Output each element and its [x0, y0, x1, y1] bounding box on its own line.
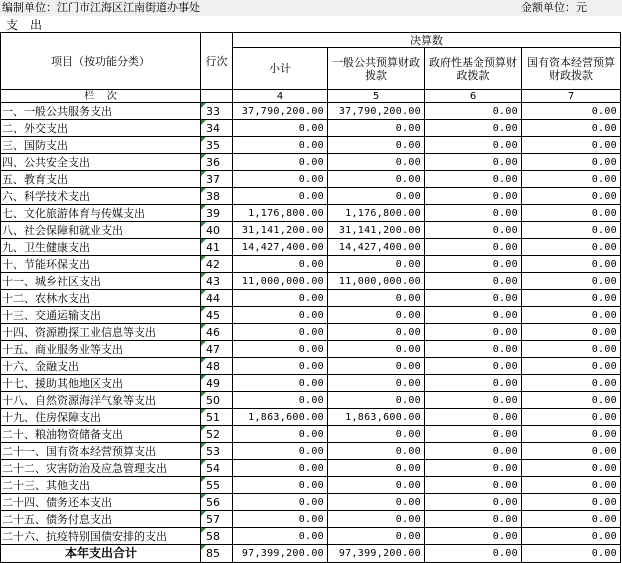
- table-row: [1, 341, 621, 358]
- row-name: 十九、住房保障支出: [1, 409, 201, 426]
- table-row: [1, 392, 621, 409]
- row-state-capital: 0.00: [522, 171, 621, 188]
- row-subtotal: 0.00: [233, 392, 328, 409]
- row-state-capital: 0.00: [522, 239, 621, 256]
- row-state-capital: 0.00: [522, 511, 621, 528]
- total-state-capital: 0.00: [522, 545, 621, 563]
- row-general-budget: 0.00: [328, 154, 425, 171]
- row-line-no: 36: [201, 154, 233, 171]
- row-name: 八、社会保障和就业支出: [1, 222, 201, 239]
- index-col-5: 5: [328, 90, 425, 103]
- row-general-budget: 14,427,400.00: [328, 239, 425, 256]
- row-general-budget: 1,863,600.00: [328, 409, 425, 426]
- row-line-no: 42: [201, 256, 233, 273]
- row-general-budget: 0.00: [328, 188, 425, 205]
- row-line-no: 57: [201, 511, 233, 528]
- row-gov-fund: 0.00: [425, 171, 522, 188]
- row-line-no: 49: [201, 375, 233, 392]
- table-row: [1, 511, 621, 528]
- header-subtotal: 小计: [233, 48, 328, 90]
- row-subtotal: 14,427,400.00: [233, 239, 328, 256]
- total-line-no: 85: [201, 545, 233, 563]
- row-name: 七、文化旅游体育与传媒支出: [1, 205, 201, 222]
- row-name: 十四、资源勘探工业信息等支出: [1, 324, 201, 341]
- row-general-budget: 0.00: [328, 137, 425, 154]
- header-state-capital: 国有资本经营预算财政拨款: [522, 48, 621, 90]
- table-row: [1, 477, 621, 494]
- row-subtotal: 0.00: [233, 358, 328, 375]
- row-state-capital: 0.00: [522, 528, 621, 545]
- row-line-no: 43: [201, 273, 233, 290]
- row-gov-fund: 0.00: [425, 154, 522, 171]
- row-state-capital: 0.00: [522, 460, 621, 477]
- row-subtotal: 0.00: [233, 460, 328, 477]
- row-gov-fund: 0.00: [425, 188, 522, 205]
- row-gov-fund: 0.00: [425, 528, 522, 545]
- row-state-capital: 0.00: [522, 205, 621, 222]
- index-col-7: 7: [522, 90, 621, 103]
- row-name: 五、教育支出: [1, 171, 201, 188]
- row-gov-fund: 0.00: [425, 511, 522, 528]
- row-general-budget: 0.00: [328, 341, 425, 358]
- row-subtotal: 0.00: [233, 290, 328, 307]
- row-subtotal: 0.00: [233, 171, 328, 188]
- row-general-budget: 0.00: [328, 443, 425, 460]
- row-name: 十一、城乡社区支出: [1, 273, 201, 290]
- row-general-budget: 31,141,200.00: [328, 222, 425, 239]
- row-line-no: 51: [201, 409, 233, 426]
- table-row: [1, 273, 621, 290]
- row-state-capital: 0.00: [522, 426, 621, 443]
- row-general-budget: 0.00: [328, 494, 425, 511]
- row-line-no: 58: [201, 528, 233, 545]
- row-general-budget: 37,790,200.00: [328, 103, 425, 120]
- row-gov-fund: 0.00: [425, 256, 522, 273]
- row-gov-fund: 0.00: [425, 120, 522, 137]
- row-line-no: 52: [201, 426, 233, 443]
- row-gov-fund: 0.00: [425, 222, 522, 239]
- row-general-budget: 0.00: [328, 120, 425, 137]
- row-name: 二十、粮油物资储备支出: [1, 426, 201, 443]
- table-row: [1, 205, 621, 222]
- currency-unit: 金额单位：元: [521, 1, 587, 14]
- row-line-no: 44: [201, 290, 233, 307]
- table-row: [1, 120, 621, 137]
- row-name: 十、节能环保支出: [1, 256, 201, 273]
- row-general-budget: 0.00: [328, 375, 425, 392]
- row-name: 二十二、灾害防治及应急管理支出: [1, 460, 201, 477]
- table-row: [1, 290, 621, 307]
- row-state-capital: 0.00: [522, 409, 621, 426]
- row-name: 二十四、债务还本支出: [1, 494, 201, 511]
- row-general-budget: 1,176,800.00: [328, 205, 425, 222]
- row-name: 六、科学技术支出: [1, 188, 201, 205]
- row-state-capital: 0.00: [522, 375, 621, 392]
- row-gov-fund: 0.00: [425, 443, 522, 460]
- row-subtotal: 0.00: [233, 256, 328, 273]
- row-gov-fund: 0.00: [425, 341, 522, 358]
- row-subtotal: 0.00: [233, 443, 328, 460]
- table-row: [1, 239, 621, 256]
- row-general-budget: 0.00: [328, 528, 425, 545]
- row-line-no: 40: [201, 222, 233, 239]
- row-subtotal: 0.00: [233, 188, 328, 205]
- row-name: 十二、农林水支出: [1, 290, 201, 307]
- row-general-budget: 11,000,000.00: [328, 273, 425, 290]
- row-general-budget: 0.00: [328, 171, 425, 188]
- row-state-capital: 0.00: [522, 477, 621, 494]
- row-name: 四、公共安全支出: [1, 154, 201, 171]
- row-state-capital: 0.00: [522, 256, 621, 273]
- table-row: [1, 409, 621, 426]
- table-row: [1, 171, 621, 188]
- row-gov-fund: 0.00: [425, 103, 522, 120]
- row-general-budget: 0.00: [328, 307, 425, 324]
- index-col-6: 6: [425, 90, 522, 103]
- row-general-budget: 0.00: [328, 477, 425, 494]
- total-subtotal: 97,399,200.00: [233, 545, 328, 563]
- row-line-no: 48: [201, 358, 233, 375]
- row-line-no: 46: [201, 324, 233, 341]
- row-line-no: 38: [201, 188, 233, 205]
- table-row: [1, 375, 621, 392]
- row-subtotal: 11,000,000.00: [233, 273, 328, 290]
- row-line-no: 33: [201, 103, 233, 120]
- row-line-no: 45: [201, 307, 233, 324]
- row-subtotal: 0.00: [233, 511, 328, 528]
- row-general-budget: 0.00: [328, 256, 425, 273]
- index-label: 栏 次: [1, 90, 201, 103]
- row-line-no: 55: [201, 477, 233, 494]
- row-gov-fund: 0.00: [425, 273, 522, 290]
- row-gov-fund: 0.00: [425, 477, 522, 494]
- table-row: [1, 137, 621, 154]
- row-subtotal: 0.00: [233, 426, 328, 443]
- row-name: 十五、商业服务业等支出: [1, 341, 201, 358]
- row-gov-fund: 0.00: [425, 375, 522, 392]
- row-subtotal: 0.00: [233, 307, 328, 324]
- total-gov-fund: 0.00: [425, 545, 522, 563]
- table-row: [1, 222, 621, 239]
- row-state-capital: 0.00: [522, 494, 621, 511]
- row-state-capital: 0.00: [522, 392, 621, 409]
- section-title: 支出: [6, 18, 55, 32]
- row-general-budget: 0.00: [328, 426, 425, 443]
- row-line-no: 50: [201, 392, 233, 409]
- row-gov-fund: 0.00: [425, 358, 522, 375]
- row-subtotal: 0.00: [233, 324, 328, 341]
- row-name: 二十三、其他支出: [1, 477, 201, 494]
- table-row: [1, 103, 621, 120]
- row-gov-fund: 0.00: [425, 205, 522, 222]
- row-gov-fund: 0.00: [425, 290, 522, 307]
- row-line-no: 53: [201, 443, 233, 460]
- row-general-budget: 0.00: [328, 511, 425, 528]
- row-subtotal: 31,141,200.00: [233, 222, 328, 239]
- table-row: [1, 358, 621, 375]
- row-name: 十六、金融支出: [1, 358, 201, 375]
- row-state-capital: 0.00: [522, 358, 621, 375]
- row-line-no: 41: [201, 239, 233, 256]
- table-row: [1, 324, 621, 341]
- table-row: [1, 426, 621, 443]
- expenditure-table: [0, 32, 621, 563]
- header-general-budget: 一般公共预算财政拨款: [328, 48, 425, 90]
- table-row: [1, 307, 621, 324]
- row-gov-fund: 0.00: [425, 324, 522, 341]
- row-state-capital: 0.00: [522, 273, 621, 290]
- table-row: [1, 188, 621, 205]
- row-name: 九、卫生健康支出: [1, 239, 201, 256]
- row-subtotal: 0.00: [233, 477, 328, 494]
- row-subtotal: 0.00: [233, 154, 328, 171]
- header-final-amount: 决算数: [233, 33, 621, 48]
- header-line-no: 行次: [201, 33, 233, 90]
- row-subtotal: 0.00: [233, 137, 328, 154]
- row-state-capital: 0.00: [522, 120, 621, 137]
- row-subtotal: 0.00: [233, 528, 328, 545]
- index-line-empty: [201, 90, 233, 103]
- row-subtotal: 0.00: [233, 375, 328, 392]
- row-gov-fund: 0.00: [425, 392, 522, 409]
- row-name: 一、一般公共服务支出: [1, 103, 201, 120]
- row-state-capital: 0.00: [522, 443, 621, 460]
- row-gov-fund: 0.00: [425, 409, 522, 426]
- row-general-budget: 0.00: [328, 460, 425, 477]
- row-name: 二十五、债务付息支出: [1, 511, 201, 528]
- row-state-capital: 0.00: [522, 324, 621, 341]
- table-row: [1, 528, 621, 545]
- row-line-no: 34: [201, 120, 233, 137]
- header-project: 项目（按功能分类）: [1, 33, 201, 90]
- row-gov-fund: 0.00: [425, 307, 522, 324]
- table-row: [1, 460, 621, 477]
- row-gov-fund: 0.00: [425, 239, 522, 256]
- row-gov-fund: 0.00: [425, 426, 522, 443]
- row-state-capital: 0.00: [522, 137, 621, 154]
- row-name: 十三、交通运输支出: [1, 307, 201, 324]
- table-row: [1, 494, 621, 511]
- row-state-capital: 0.00: [522, 103, 621, 120]
- row-name: 二十一、国有资本经营预算支出: [1, 443, 201, 460]
- table-row: [1, 256, 621, 273]
- row-general-budget: 0.00: [328, 392, 425, 409]
- row-name: 十八、自然资源海洋气象等支出: [1, 392, 201, 409]
- row-name: 二、外交支出: [1, 120, 201, 137]
- table-row: [1, 443, 621, 460]
- row-state-capital: 0.00: [522, 290, 621, 307]
- row-line-no: 54: [201, 460, 233, 477]
- row-state-capital: 0.00: [522, 341, 621, 358]
- index-col-4: 4: [233, 90, 328, 103]
- report-header-bar: [0, 0, 622, 16]
- row-line-no: 39: [201, 205, 233, 222]
- row-general-budget: 0.00: [328, 324, 425, 341]
- row-subtotal: 1,176,800.00: [233, 205, 328, 222]
- row-gov-fund: 0.00: [425, 494, 522, 511]
- row-line-no: 35: [201, 137, 233, 154]
- row-line-no: 37: [201, 171, 233, 188]
- row-gov-fund: 0.00: [425, 460, 522, 477]
- total-label: 本年支出合计: [1, 545, 201, 563]
- table-row: [1, 154, 621, 171]
- row-state-capital: 0.00: [522, 222, 621, 239]
- row-line-no: 47: [201, 341, 233, 358]
- row-line-no: 56: [201, 494, 233, 511]
- row-state-capital: 0.00: [522, 307, 621, 324]
- row-subtotal: 37,790,200.00: [233, 103, 328, 120]
- row-general-budget: 0.00: [328, 290, 425, 307]
- row-name: 二十六、抗疫特别国债安排的支出: [1, 528, 201, 545]
- row-name: 十七、援助其他地区支出: [1, 375, 201, 392]
- header-gov-fund: 政府性基金预算财政拨款: [425, 48, 522, 90]
- row-gov-fund: 0.00: [425, 137, 522, 154]
- row-state-capital: 0.00: [522, 188, 621, 205]
- row-subtotal: 0.00: [233, 120, 328, 137]
- total-general-budget: 97,399,200.00: [328, 545, 425, 563]
- row-state-capital: 0.00: [522, 154, 621, 171]
- row-name: 三、国防支出: [1, 137, 201, 154]
- row-subtotal: 1,863,600.00: [233, 409, 328, 426]
- row-subtotal: 0.00: [233, 494, 328, 511]
- row-general-budget: 0.00: [328, 358, 425, 375]
- row-subtotal: 0.00: [233, 341, 328, 358]
- compiling-unit: 编制单位：江门市江海区江南街道办事处: [2, 1, 200, 14]
